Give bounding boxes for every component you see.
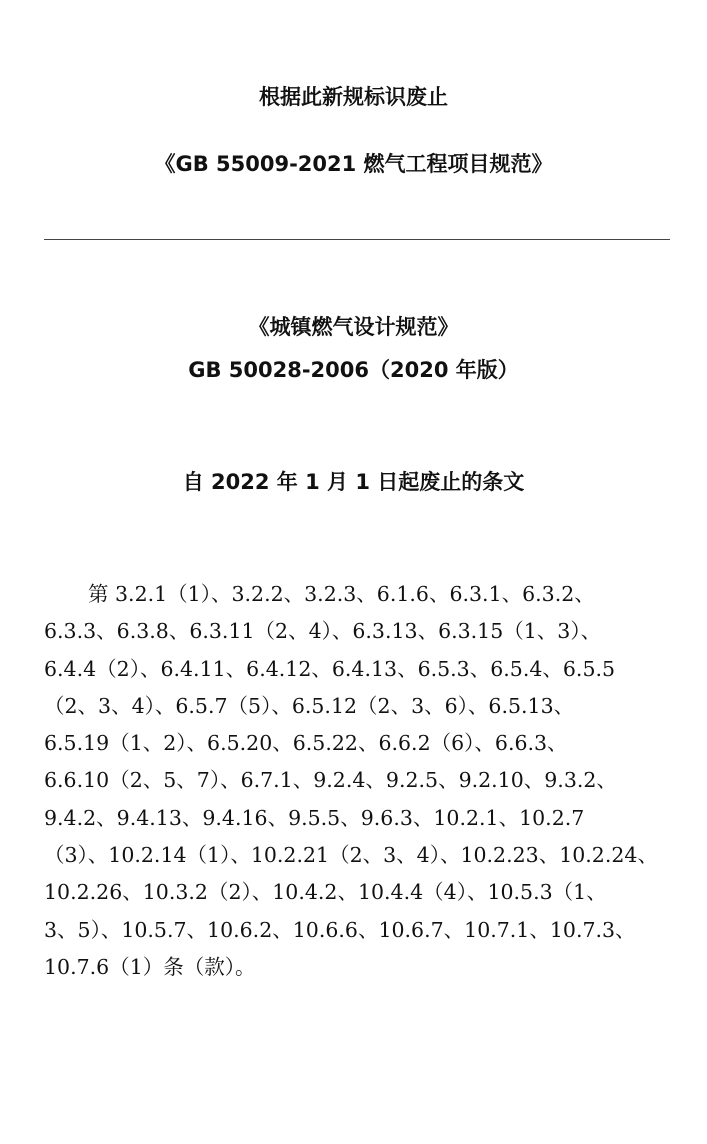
section-divider — [44, 239, 670, 240]
new-standard-title: 《GB 55009-2021 燃气工程项目规范》 — [154, 152, 553, 176]
notice-heading: 根据此新规标识废止 — [259, 85, 448, 109]
clause-paragraph — [44, 576, 684, 986]
clause-line: 6.3.3、6.3.8、6.3.11（2、4）、6.3.13、6.3.15（1、3）、 — [44, 619, 602, 644]
old-standard-code: GB 50028-2006（2020 年版） — [188, 358, 519, 382]
clause-line: 9.4.2、9.4.13、9.4.16、9.5.5、9.6.3、10.2.1、10.2.7 — [44, 805, 585, 830]
clause-line: 6.6.10（2、5、7）、6.7.1、9.2.4、9.2.5、9.2.10、9.3.2、 — [44, 768, 617, 793]
section-title: 自 2022 年 1 月 1 日起废止的条文 — [182, 470, 525, 494]
clause-line: 10.2.26、10.3.2（2）、10.4.2、10.4.4（4）、10.5.3（1、 — [44, 880, 607, 905]
clause-line: 6.4.4（2）、6.4.11、6.4.12、6.4.13、6.5.3、6.5.4、6.5.5 — [44, 656, 616, 681]
clause-line: 10.7.6（1）条（款）。 — [44, 954, 256, 979]
clause-line: （3）、10.2.14（1）、10.2.21（2、3、4）、10.2.23、10.2.24、 — [44, 843, 658, 868]
old-standard-title: 《城镇燃气设计规范》 — [248, 315, 459, 339]
clause-line: 6.5.19（1、2）、6.5.20、6.5.22、6.6.2（6）、6.6.3、 — [44, 731, 568, 756]
clause-line: 第 3.2.1（1）、3.2.2、3.2.3、6.1.6、6.3.1、6.3.2、 — [88, 582, 595, 606]
clause-line: 3、5）、10.5.7、10.6.2、10.6.6、10.6.7、10.7.1、10.7.3、 — [44, 917, 636, 942]
clause-line: （2、3、4）、6.5.7（5）、6.5.12（2、3、6）、6.5.13、 — [44, 693, 575, 718]
